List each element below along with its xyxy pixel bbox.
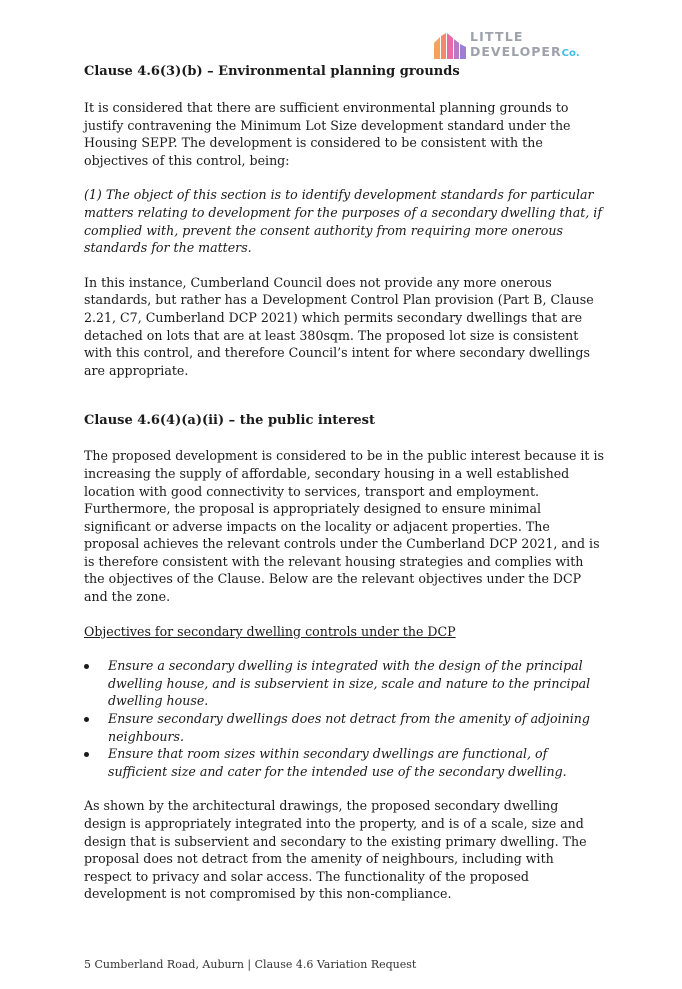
list-item-text: Ensure secondary dwellings does not detract from the amenity of adjoining neighbours. <box>108 711 590 744</box>
logo-house-icon <box>434 33 468 59</box>
list-item <box>84 710 604 745</box>
document-body <box>84 60 604 903</box>
page-footer: 5 Cumberland Road, Auburn | Clause 4.6 Variation Request <box>84 958 417 971</box>
logo-line2 <box>470 46 580 60</box>
section-heading-public-interest: Clause 4.6(4)(a)(ii) – the public interest <box>84 413 376 429</box>
paragraph: It is considered that there are sufficient environmental planning grounds to justify contravening the Minimum Lot Size development standard under the Housing SEPP. The development is considered to be consistent with the objectives of this control, being: <box>84 100 571 168</box>
list-item-text: Ensure a secondary dwelling is integrated with the design of the principal dwelling house, and is subservient in size, scale and nature to the principal dwelling house. <box>108 658 591 709</box>
company-logo <box>434 31 606 61</box>
list-item <box>84 657 604 710</box>
logo-co: Co. <box>561 48 580 59</box>
quoted-clause: (1) The object of this section is to identify development standards for particular matters relating to development for the purposes of a secondary dwelling that, if complied with, prevent the consent authority from requiring more onerous standards for the matters. <box>84 187 602 256</box>
paragraph: In this instance, Cumberland Council does not provide any more onerous standards, but rather has a Development Control Plan provision (Part B, Clause 2.21, C7, Cumberland DCP 2021) which permits secondary dwellings that are detached on lots that are at least 380sqm. The proposed lot size is consistent with this control, and therefore Council’s intent for where secondary dwellings are appropriate. <box>84 274 594 378</box>
logo-line1: LITTLE <box>470 29 524 44</box>
bullet-icon <box>84 717 89 722</box>
objectives-heading: Objectives for secondary dwelling controls under the DCP <box>84 623 456 639</box>
list-item <box>84 745 604 780</box>
section-heading-environmental: Clause 4.6(3)(b) – Environmental planning grounds <box>84 64 460 79</box>
bullet-icon <box>84 752 89 757</box>
paragraph: As shown by the architectural drawings, the proposed secondary dwelling design is appropriately integrated into the property, and is of a scale, size and design that is subservient and secondary to the existing primary dwelling. The proposal does not detract from the amenity of neighbours, including with respect to privacy and solar access. The functionality of the proposed development is not compromised by this non-compliance. <box>84 798 587 902</box>
logo-wordmark <box>470 31 580 60</box>
list-item-text: Ensure that room sizes within secondary dwellings are functional, of sufficient size and cater for the intended use of the secondary dwelling. <box>108 746 567 779</box>
logo-developer: DEVELOPER <box>470 44 562 59</box>
objectives-list <box>84 657 604 780</box>
paragraph: The proposed development is considered to be in the public interest because it is increasing the supply of affordable, secondary housing in a well established location with good connectivity to services, transport and employment. Furthermore, the proposal is appropriately designed to ensure minimal significant or adverse impacts on the locality or adjacent properties. The proposal achieves the relevant controls under the Cumberland DCP 2021, and is is therefore consistent with the relevant housing strategies and complies with the objectives of the Clause. Below are the relevant objectives under the DCP and the zone. <box>84 448 604 605</box>
bullet-icon <box>84 664 89 669</box>
